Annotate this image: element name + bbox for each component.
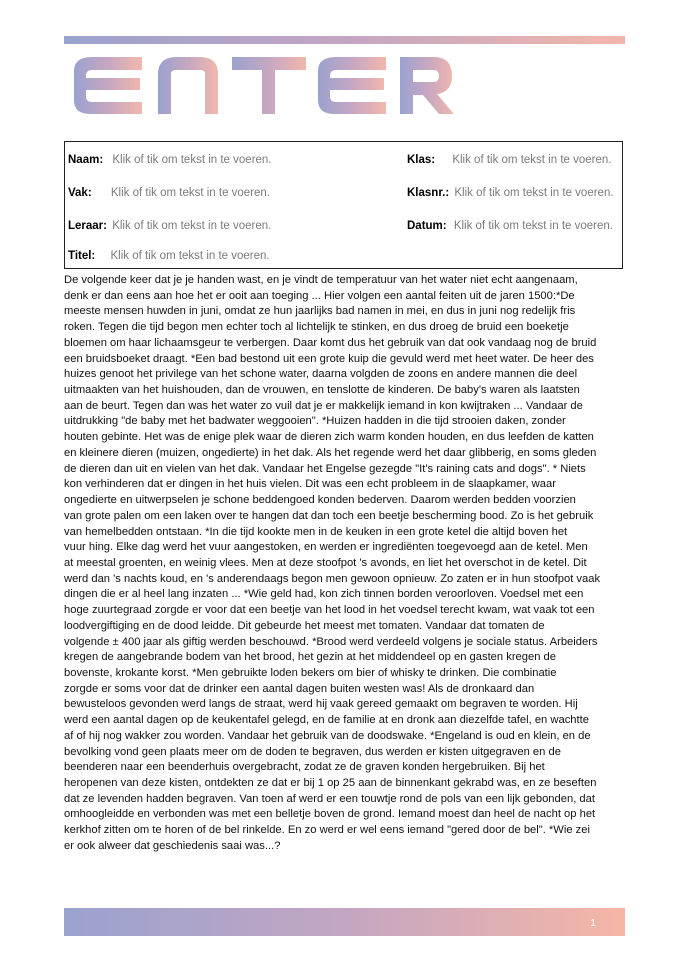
article-line: heropenen van deze kisten, ontdekten ze dat er bij 1 op 25 aan de binnenkant gekrabd was, en ze beseften (64, 777, 597, 789)
article-line: uitdrukking "de baby met het badwater weggooien". *Huizen hadden in die tijd strooien daken, zonder (64, 415, 566, 428)
label-datum: Datum: (407, 220, 447, 232)
info-form (64, 141, 623, 269)
field-titel (68, 249, 270, 263)
article-line: de dieren dan uit en vielen van het dak. Vandaar het Engelse gezegde "It's raining cats and dogs". * Niets (64, 462, 586, 475)
input-naam[interactable]: Klik of tik om tekst in te voeren. (112, 154, 272, 166)
article-line: meeste mensen huwden in juni, omdat ze hun jaarlijks bad namen in mei, en dus in juni nog redelijk fris (64, 305, 576, 318)
article-line: een bruidsboeket draagt. *Een bad bestond uit een grote kuip die gevuld werd met heet water. De heer des (64, 352, 594, 365)
enter-logo (62, 44, 462, 130)
header-gradient-band (64, 36, 625, 44)
article-line: De volgende keer dat je je handen wast, en je vindt de temperatuur van het water niet echt aangenaam, (64, 274, 578, 286)
field-naam (68, 153, 272, 167)
input-datum[interactable]: Klik of tik om tekst in te voeren. (453, 220, 613, 232)
label-klas: Klas: (407, 154, 436, 166)
article-line: bloemen om haar lichaamsgeur te verbergen. Daar komt dus het gebruik van dat ook vandaag nog de bruid (64, 336, 597, 349)
article-line: er ook alweer dat geschiedenis saai was...? (64, 839, 281, 852)
label-klasnr: Klasnr.: (407, 187, 450, 199)
article-line: houten gebinte. Het was de enige plek waar de dieren zich warm konden houden, en dus leefden de katten (64, 431, 594, 444)
article-line: vuur hing. Elke dag werd het vuur aangestoken, en werden er ingrediënten toegevoegd aan de ketel. Men (64, 541, 588, 554)
article-line: roken. Tegen die tijd begon men echter toch al lichtelijk te stinken, en dus droeg de bruid een boeketje (64, 321, 569, 334)
article-line: van grote palen om een laken over te hangen dat dan toch een beetje bescherming bood. Zo is het gebruik (64, 509, 594, 522)
article-line: dingen die er al heel lang inzaten ... *Wie geld had, kon zich tinnen borden veroorloven. Voedsel met een (64, 588, 584, 601)
article-line: bovenste, krokante korst. *Men gebruikte loden bekers om bier of whisky te drinken. Die combinatie (64, 666, 557, 679)
label-leraar: Leraar: (68, 220, 107, 232)
article-line: at meestal groenten, en weinig vlees. Men at deze stoofpot 's avonds, en liet het overschot in de ketel. Dit (64, 556, 587, 569)
field-leraar (68, 219, 271, 233)
article-line: ongedierte en uitwerpselen je schone beddengoed konden bederven. Daarom werden bedden voorzien (64, 494, 576, 507)
article-line: bevolking vond geen plaats meer om de doden te begraven, dus werden er kisten uitgegraven en de (64, 745, 561, 758)
article-line: bewusteloos gevonden werd langs de straat, werd hij vaak gereed gemaakt om begraven te worden. Hij (64, 698, 578, 711)
field-datum (407, 219, 613, 233)
article-line: van hemelbedden ontstaan. *In die tijd kookte men in de keuken in een grote ketel die altijd boven het (64, 525, 568, 538)
article-line: omhoogleidde en verbonden was met een belletje boven de grond. Iemand moest dan heel de nacht op het (64, 808, 596, 821)
article-line: en kleinere dieren (muizen, ongedierte) in het dak. Als het regende werd het daar glibberig, en soms gleden (64, 446, 597, 459)
input-klas[interactable]: Klik of tik om tekst in te voeren. (452, 154, 612, 166)
input-klasnr[interactable]: Klik of tik om tekst in te voeren. (454, 187, 614, 199)
article-line: hoge zuurtegraad zorgde er voor dat een beetje van het lood in het voedsel terecht kwam, wat vaak tot een (64, 604, 595, 617)
label-vak: Vak: (68, 187, 92, 199)
article-line: zorgde er soms voor dat de drinker een aantal dagen buiten westen was! Als de dronkaard dan (64, 682, 535, 695)
input-titel[interactable]: Klik of tik om tekst in te voeren. (110, 250, 270, 262)
article-line: kon verhinderen dat er dingen in het huis vielen. Dit was een echt probleem in de slaapkamer, waar (64, 478, 556, 491)
article-line: dat ze levenden hadden begraven. Van toen af werd er een touwtje rond de pols van een lijk gebonden, dat (64, 792, 595, 805)
field-vak (68, 186, 270, 200)
article-line: loodvergiftiging en de dood leidde. Dit gebeurde het meest met tomaten. Vandaar dat tomaten de (64, 619, 545, 632)
article-line: werd dan 's nachts koud, en 's anderendaags begon men gewoon opnieuw. Zo zaten er in hun stoofpot vaak (64, 572, 601, 585)
input-leraar[interactable]: Klik of tik om tekst in te voeren. (112, 220, 272, 232)
article-line: af of hij nog wakker zou worden. Vandaar het gebruik van de doodswake. *Engeland is oud en klein, en de (64, 729, 591, 742)
article-line: kregen de aangebrande bodem van het brood, het gezin at het middendeel op en gasten kregen de (64, 651, 556, 664)
article-body (64, 273, 626, 855)
article-line: aan de beurt. Tegen dan was het water zo vuil dat je er makkelijk iemand in kon kwijtraken ... Vandaar de (64, 399, 583, 412)
label-titel: Titel: (68, 250, 96, 262)
article-line: huizes genoot het privilege van het schone water, daarna volgden de zoons en andere mannen die deel (64, 368, 578, 381)
input-vak[interactable]: Klik of tik om tekst in te voeren. (110, 187, 271, 199)
label-naam: Naam: (68, 154, 104, 166)
article-line: werd een aantal dagen op de keukentafel gelegd, en de familie at en dronk aan diezelfde tafel, en wachtte (64, 714, 589, 727)
article-line: volgende ± 400 jaar als giftig werden beschouwd. *Brood werd verdeeld volgens je sociale status. Arbeiders (64, 635, 598, 648)
article-line: beenderen naar een beenderhuis overgebracht, zodat ze de graven konden hergebruiken. Bij het (64, 761, 545, 774)
field-klasnr (407, 186, 614, 200)
article-line: uitmaakten van het huishouden, dan de vrouwen, en tenslotte de kinderen. De baby's waren als laatsten (64, 384, 580, 397)
field-klas (407, 153, 611, 167)
article-line: kerkhof zitten om te horen of de bel rinkelde. En zo werd er wel eens iemand "gered door de bel". *Wie zei (64, 824, 590, 837)
page-number: 1 (590, 918, 596, 929)
footer-gradient-band (64, 908, 625, 936)
article-line: denk er dan eens aan hoe het er ooit aan toeging ... Hier volgen een aantal feiten uit de jaren 1500:*De (64, 289, 575, 302)
